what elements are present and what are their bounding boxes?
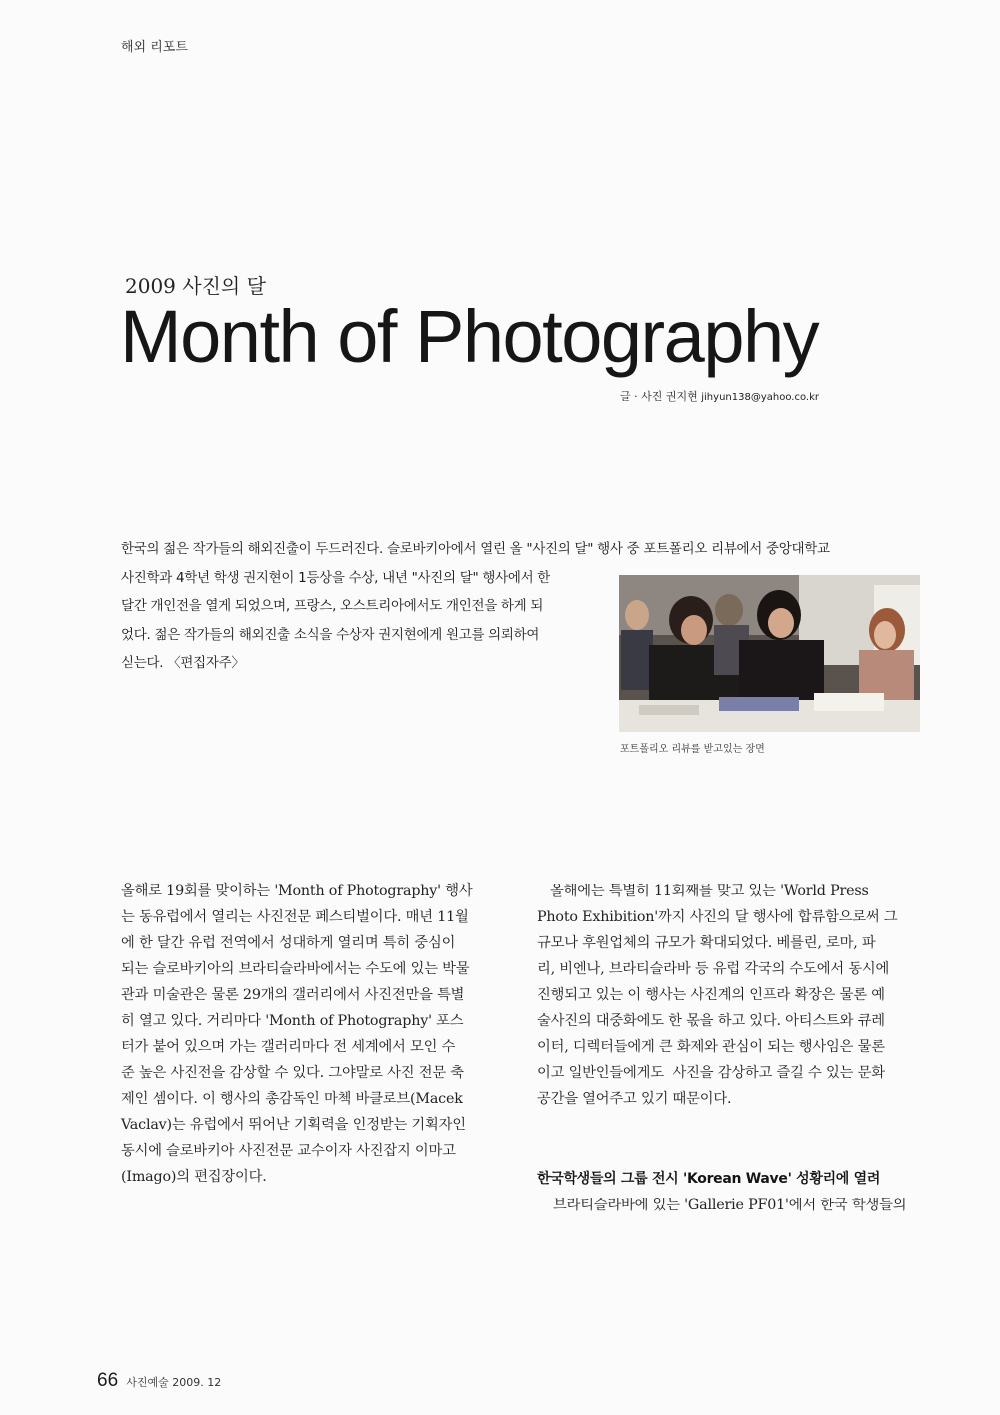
byline — [620, 388, 819, 404]
body-column-right — [537, 884, 920, 1134]
body-line: 히 열고 있다. 거리마다 'Month of Photography' 포스 — [121, 1013, 464, 1029]
body-line: Vaclav)는 유럽에서 뛰어난 기획력을 인정받는 기획자인 — [121, 1117, 466, 1133]
portfolio-review-photo — [619, 575, 920, 732]
page-footer — [97, 1370, 221, 1392]
article-title: Month of Photography — [120, 295, 819, 378]
body-column-right-continued — [553, 1198, 920, 1222]
body-line: 술사진의 대중화에도 한 몫을 하고 있다. 아티스트와 큐레 — [537, 1013, 885, 1029]
body-line: 이고 일반인들에게도 사진을 감상하고 즐길 수 있는 문화 — [537, 1065, 885, 1081]
body-column-left — [121, 884, 516, 1214]
body-line: 되는 슬로바키아의 브라티슬라바에서는 수도에 있는 박물 — [121, 961, 470, 977]
body-line: 규모나 후원업체의 규모가 확대되었다. 베를린, 로마, 파 — [537, 935, 876, 951]
intro-line: 달간 개인전을 열게 되었으며, 프랑스, 오스트리아에서도 개인전을 하게 되 — [121, 598, 544, 614]
byline-author: 글 · 사진 권지현 — [620, 390, 698, 403]
body-line: 브라티슬라바에 있는 'Gallerie PF01'에서 한국 학생들의 — [553, 1198, 907, 1213]
body-line: 진행되고 있는 이 행사는 사진계의 인프라 확장은 물론 예 — [537, 987, 885, 1003]
section-subheading: 한국학생들의 그룹 전시 'Korean Wave' 성황리에 열려 — [537, 1171, 881, 1187]
body-line: Photo Exhibition'까지 사진의 달 행사에 합류함으로써 그 — [537, 909, 898, 925]
publication-issue: 사진예술 2009. 12 — [126, 1376, 222, 1389]
body-line: 올해에는 특별히 11회째를 맞고 있는 'World Press — [537, 884, 869, 899]
body-line: 터가 붙어 있으며 가는 갤러리마다 전 세계에서 모인 수 — [121, 1039, 456, 1055]
body-line: 이터, 디렉터들에게 큰 화제와 관심이 되는 행사임은 물론 — [537, 1039, 885, 1055]
body-line: 제인 셈이다. 이 행사의 총감독인 마첵 바클로브(Macek — [121, 1091, 463, 1107]
photo-caption: 포트폴리오 리뷰를 받고있는 장면 — [620, 744, 765, 755]
intro-line: 한국의 젊은 작가들의 해외진출이 두드러진다. 슬로바키아에서 열린 올 "사진의 달" 행사 중 포트폴리오 리뷰에서 중앙대학교 — [121, 541, 830, 557]
body-line: (Imago)의 편집장이다. — [121, 1169, 267, 1185]
intro-line: 싣는다. 〈편집자주〉 — [121, 655, 245, 671]
body-line: 올해로 19회를 맞이하는 'Month of Photography' 행사 — [121, 883, 473, 899]
article-subtitle: 2009 사진의 달 — [125, 274, 266, 298]
byline-email: jihyun138@yahoo.co.kr — [701, 392, 819, 403]
intro-line: 사진학과 4학년 학생 권지현이 1등상을 수상, 내년 "사진의 달" 행사에서 한 — [121, 570, 551, 586]
body-line: 에 한 달간 유럽 전역에서 성대하게 열리며 특히 중심이 — [121, 935, 456, 951]
body-line: 동시에 슬로바키아 사진전문 교수이자 사진잡지 이마고 — [121, 1143, 456, 1159]
body-line: 관과 미술관은 물론 29개의 갤러리에서 사진전만을 특별 — [121, 987, 465, 1003]
page-number: 66 — [97, 1370, 119, 1391]
body-line: 준 높은 사진전을 감상할 수 있다. 그야말로 사진 전문 축 — [121, 1065, 464, 1081]
body-line: 공간을 열어주고 있기 때문이다. — [537, 1091, 732, 1107]
intro-line: 었다. 젊은 작가들의 해외진출 소식을 수상자 권지현에게 원고를 의뢰하여 — [121, 627, 540, 643]
body-line: 는 동유럽에서 열리는 사진전문 페스티벌이다. 매년 11월 — [121, 909, 469, 925]
section-label: 해외 리포트 — [121, 40, 188, 55]
body-line: 리, 비엔나, 브라티슬라바 등 유럽 각국의 수도에서 동시에 — [537, 961, 890, 977]
